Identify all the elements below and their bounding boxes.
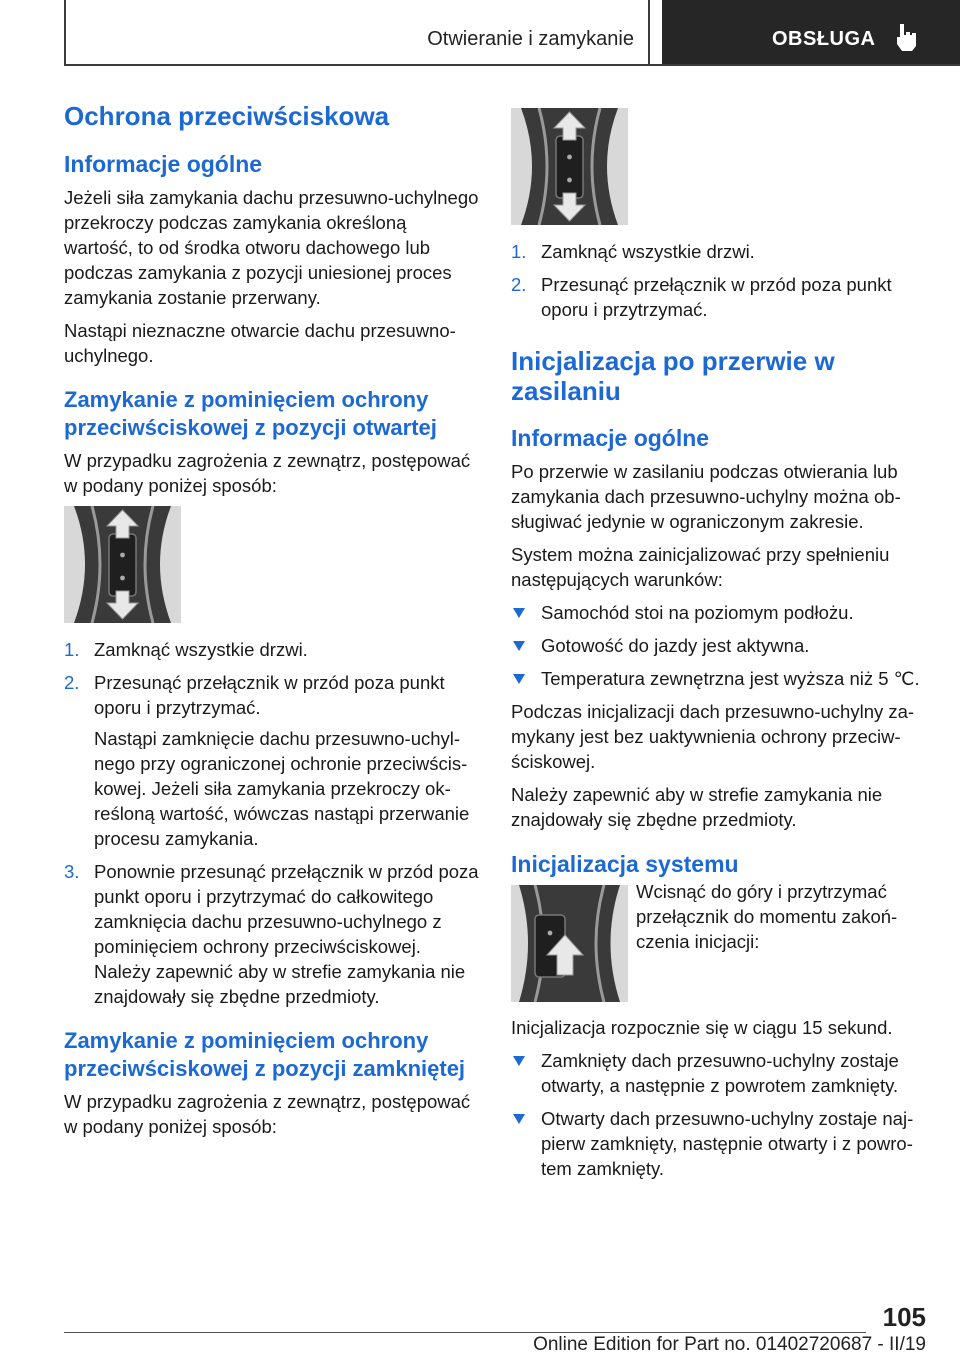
- page-number: 105: [882, 1302, 926, 1332]
- step-text: Zamknąć wszystkie drzwi.: [541, 241, 755, 262]
- step-number: 2.: [511, 274, 527, 295]
- step-text: Przesunąć przełącznik w przód poza punkt oporu i przytrzymać.: [94, 672, 445, 718]
- power-paragraph: Należy zapewnić aby w strefie zamykania nie znajdowały się zbędne przedmioty.: [511, 784, 883, 830]
- step-number: 2.: [64, 672, 80, 693]
- page-title: Ochrona przeciwściskowa: [64, 101, 390, 131]
- bullet-triangle-icon: [513, 1114, 525, 1124]
- step-text: Ponownie przesunąć przełącznik w przód poza punkt oporu i przytrzymać do całkowitego zamknięcia dachu przesuwno-uchylnego z pominięciem ochrony przeciwściskowej. Należy zapewnić aby w strefie zamykania nie znajdowały się zbędne przedmioty.: [94, 861, 479, 1007]
- list-item: [511, 272, 929, 322]
- list-item: [511, 600, 929, 625]
- result-text: Otwarty dach przesuwno-uchylny zostaje najpierw zamknięty, następnie otwarty i z powrotem zamknięty.: [541, 1108, 914, 1179]
- header-chapter-tab[interactable]: [662, 0, 960, 64]
- power-paragraph: Po przerwie w zasilaniu podczas otwierania lub zamykania dach przesuwno-uchylny można obsługiwać jedynie w ograniczonym zakresie.: [511, 461, 901, 532]
- roof-switch-image: [511, 108, 628, 225]
- list-item: [511, 1106, 929, 1181]
- condition-text: Temperatura zewnętrzna jest wyższa niż 5 ℃.: [541, 668, 920, 689]
- power-failure-heading: Inicjalizacja po przerwie w zasilaniu: [511, 346, 835, 406]
- list-item: [511, 239, 929, 264]
- pointing-hand-icon: [894, 22, 920, 57]
- power-paragraph: System można zainicjalizować przy spełnieniu następujących warunków:: [511, 544, 890, 590]
- list-item: [511, 666, 929, 691]
- right-column: [511, 108, 929, 1189]
- general-info-heading: Informacje ogólne: [64, 151, 263, 177]
- step-number: 3.: [64, 861, 80, 882]
- close-from-open-heading: Zamykanie z pominięciem ochrony przeciwściskowej z pozycji otwartej: [64, 387, 437, 440]
- result-text: Zamknięty dach przesuwno-uchylny zostaje otwarty, a następnie z powrotem zamknięty.: [541, 1050, 899, 1096]
- header-line: [64, 64, 960, 66]
- general-info-paragraph-2: Nastąpi nieznaczne otwarcie dachu przesuwno-uchylnego.: [64, 320, 456, 366]
- step-text: Zamknąć wszystkie drzwi.: [94, 639, 308, 660]
- footer-divider: [64, 1332, 866, 1333]
- condition-text: Samochód stoi na poziomym podłożu.: [541, 602, 854, 623]
- header-section-title: Otwieranie i zamykanie: [427, 28, 634, 50]
- bullet-triangle-icon: [513, 608, 525, 618]
- power-general-heading: Informacje ogólne: [511, 425, 710, 451]
- roof-switch-image: [64, 506, 181, 623]
- init-block: [511, 881, 929, 1005]
- bullet-triangle-icon: [513, 674, 525, 684]
- list-item: [64, 670, 479, 851]
- step-number: 1.: [64, 639, 80, 660]
- left-column: [64, 100, 479, 1147]
- step-text: Przesunąć przełącznik w przód poza punkt oporu i przytrzymać.: [541, 274, 892, 320]
- roof-switch-image: [511, 885, 628, 1002]
- condition-text: Gotowość do jazdy jest aktywna.: [541, 635, 810, 656]
- header-chapter-label: OBSŁUGA: [772, 28, 876, 50]
- list-item: [64, 859, 479, 1009]
- list-item: [511, 1048, 929, 1098]
- footer-edition: Online Edition for Part no. 01402720687 - II/19: [533, 1334, 926, 1355]
- bullet-triangle-icon: [513, 641, 525, 651]
- general-info-paragraph: Jeżeli siła zamykania dachu przesuwno-uchylnego przekroczy podczas zamykania określoną wartość, to od środka otworu dachowego lub podczas zamykania z pozycji uniesionej proces zamykania zostanie przerwany.: [64, 187, 479, 308]
- init-system-heading: Inicjalizacja systemu: [511, 851, 739, 877]
- close-from-closed-intro: W przypadku zagrożenia z zewnątrz, postępować w podany poniżej sposób:: [64, 1091, 471, 1137]
- power-paragraph: Podczas inicjalizacji dach przesuwno-uchylny zamykany jest bez uaktywnienia ochrony przeciwściskowej.: [511, 701, 915, 772]
- init-paragraph: Inicjalizacja rozpocznie się w ciągu 15 sekund.: [511, 1017, 893, 1038]
- list-item: [64, 637, 479, 662]
- close-from-open-intro: W przypadku zagrożenia z zewnątrz, postępować w podany poniżej sposób:: [64, 450, 471, 496]
- init-instruction: Wcisnąć do góry i przytrzymać przełącznik do momentu zakończenia inicjacji:: [636, 881, 898, 952]
- step-number: 1.: [511, 241, 527, 262]
- step-note: Nastąpi zamknięcie dachu przesuwno-uchylnego przy ograniczonej ochronie przeciwściskowej. Jeżeli siła zamykania przekroczy określoną wartość, wówczas nastąpi przerwanie procesu zamykania.: [94, 728, 470, 849]
- list-item: [511, 633, 929, 658]
- bullet-triangle-icon: [513, 1056, 525, 1066]
- close-from-closed-heading: Zamykanie z pominięciem ochrony przeciwściskowej z pozycji zamkniętej: [64, 1028, 466, 1081]
